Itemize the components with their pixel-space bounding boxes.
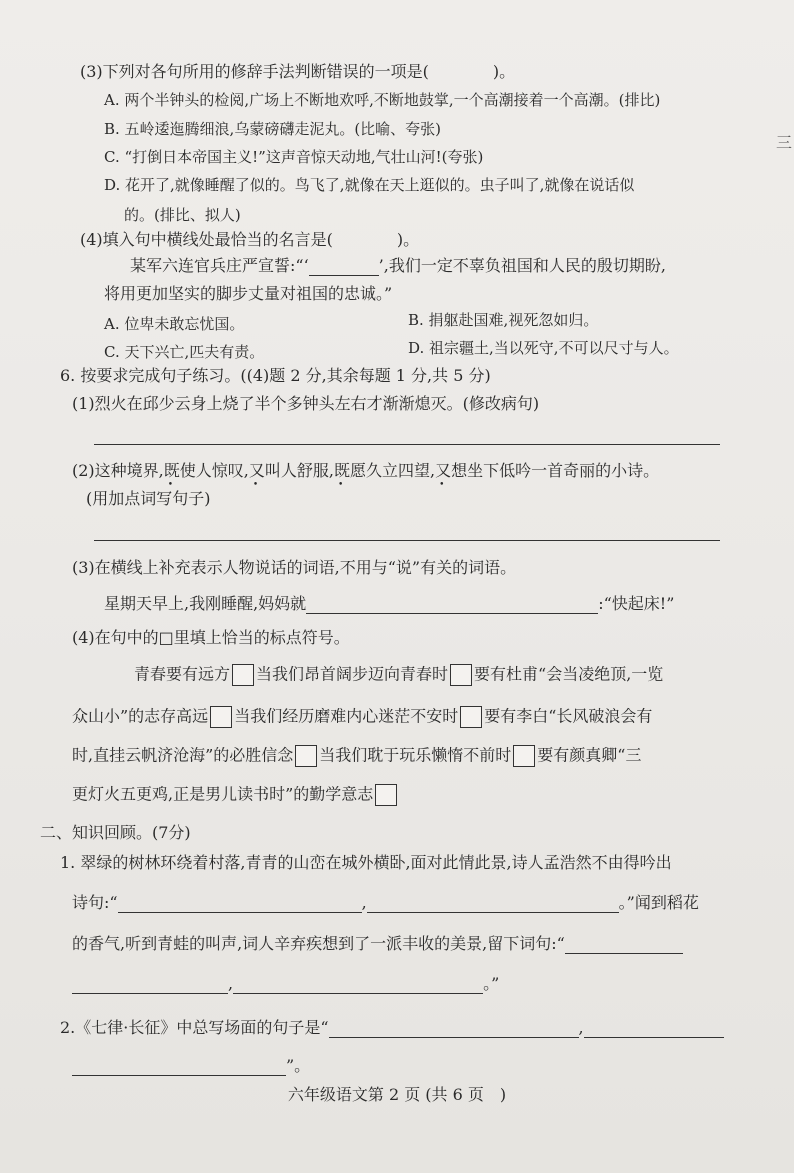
q6-3-blank[interactable] bbox=[306, 597, 598, 614]
punct-box-7[interactable] bbox=[375, 784, 397, 806]
q6-3-sentence: 星期天早上,我刚睡醒,妈妈就 :“快起床!” bbox=[104, 594, 675, 613]
q5-3-option-b: B. 五岭逶迤腾细浪,乌蒙磅礴走泥丸。(比喻、夸张) bbox=[104, 120, 442, 138]
s2-q1-line2: 诗句:“ , 。”闻到稻花 bbox=[72, 893, 699, 912]
q5-4-option-c: C. 天下兴亡,匹夫有责。 bbox=[104, 343, 265, 361]
q6-4: (4)在句中的□里填上恰当的标点符号。 bbox=[72, 628, 350, 647]
s2-q1-blank-5[interactable] bbox=[233, 977, 483, 994]
s2-q2-blank-1[interactable] bbox=[329, 1021, 579, 1038]
q5-3-option-c: C. “打倒日本帝国主义!”这声音惊天动地,气壮山河!(夸张) bbox=[104, 148, 484, 166]
punct-box-5[interactable] bbox=[295, 745, 317, 767]
q6-3: (3)在横线上补充表示人物说话的词语,不用与“说”有关的词语。 bbox=[72, 558, 517, 577]
q5-4-stem: (4)填入句中横线处最恰当的名言是( )。 bbox=[80, 230, 420, 249]
q5-3-option-d: D. 花开了,就像睡醒了似的。鸟飞了,就像在天上逛似的。虫子叫了,就像在说话似 bbox=[104, 176, 635, 194]
s2-q1-line4: , 。” bbox=[72, 974, 499, 994]
punct-box-4[interactable] bbox=[460, 706, 482, 728]
s2-q2-line2: ”。 bbox=[72, 1056, 310, 1076]
q5-4-option-a: A. 位卑未敢忘忧国。 bbox=[104, 315, 245, 333]
q5-3-stem: (3)下列对各句所用的修辞手法判断错误的一项是( )。 bbox=[80, 62, 516, 81]
next-page-edge-mark: 三 bbox=[775, 133, 792, 152]
q6-1: (1)烈火在邱少云身上烧了半个多钟头左右才渐渐熄灭。(修改病句) bbox=[72, 394, 540, 413]
q5-3-option-d-cont: 的。(排比、拟人) bbox=[124, 206, 241, 224]
punct-box-6[interactable] bbox=[513, 745, 535, 767]
punct-box-3[interactable] bbox=[210, 706, 232, 728]
s2-q1-blank-2[interactable] bbox=[367, 896, 619, 913]
s2-q1-blank-1[interactable] bbox=[118, 896, 362, 913]
q6-4-line2: 众山小”的志存高远 当我们经历磨难内心迷茫不安时 要有李白“长风破浪会有 bbox=[72, 706, 652, 728]
s2-q1-blank-3[interactable] bbox=[565, 937, 683, 954]
s2-q1-line1: 1. 翠绿的树林环绕着村落,青青的山峦在城外横卧,面对此情此景,诗人孟浩然不由得吟出 bbox=[60, 853, 672, 872]
section-2-title: 二、知识回顾。(7分) bbox=[40, 823, 191, 842]
s2-q2-line1: 2.《七律·长征》中总写场面的句子是“ , bbox=[60, 1018, 724, 1038]
q6-2-answer-line[interactable] bbox=[94, 540, 720, 541]
s2-q2-blank-3[interactable] bbox=[72, 1059, 286, 1076]
q6-4-line1: 青春要有远方 当我们昂首阔步迈向青春时 要有杜甫“会当凌绝顶,一览 bbox=[134, 664, 663, 686]
q6-2-note: (用加点词写句子) bbox=[86, 489, 211, 508]
q5-3-option-a: A. 两个半钟头的检阅,广场上不断地欢呼,不断地鼓掌,一个高潮接着一个高潮。(排比) bbox=[104, 91, 661, 109]
q5-4-sentence-cont: 将用更加坚实的脚步丈量对祖国的忠诚。” bbox=[104, 284, 393, 303]
page-footer: 六年级语文第 2 页 (共 6 页 ) bbox=[287, 1085, 507, 1104]
q6-2: (2)这种境界,既使人惊叹,又叫人舒服,既愿久立四望,又想坐下低吟一首奇丽的小诗。 bbox=[72, 461, 660, 480]
s2-q1-line3: 的香气,听到青蛙的叫声,词人辛弃疾想到了一派丰收的美景,留下词句:“ bbox=[72, 934, 683, 954]
punct-box-1[interactable] bbox=[232, 664, 254, 686]
q6-4-line3: 时,直挂云帆济沧海”的必胜信念 当我们耽于玩乐懒惰不前时 要有颜真卿“三 bbox=[72, 745, 641, 767]
s2-q2-blank-2[interactable] bbox=[584, 1021, 724, 1038]
q5-4-option-d: D. 祖宗疆土,当以死守,不可以尺寸与人。 bbox=[408, 339, 679, 357]
s2-q1-blank-4[interactable] bbox=[72, 977, 228, 994]
q6-4-line4: 更灯火五更鸡,正是男儿读书时”的勤学意志 bbox=[72, 784, 399, 806]
q5-4-option-b: B. 捐躯赴国难,视死忽如归。 bbox=[408, 311, 599, 329]
q5-4-blank[interactable] bbox=[309, 259, 379, 276]
q5-4-sentence: 某军六连官兵庄严宣誓:“‘ ’,我们一定不辜负祖国和人民的殷切期盼, bbox=[130, 256, 666, 275]
q6-title: 6. 按要求完成句子练习。((4)题 2 分,其余每题 1 分,共 5 分) bbox=[60, 366, 491, 385]
punct-box-2[interactable] bbox=[450, 664, 472, 686]
q6-1-answer-line[interactable] bbox=[94, 444, 720, 445]
